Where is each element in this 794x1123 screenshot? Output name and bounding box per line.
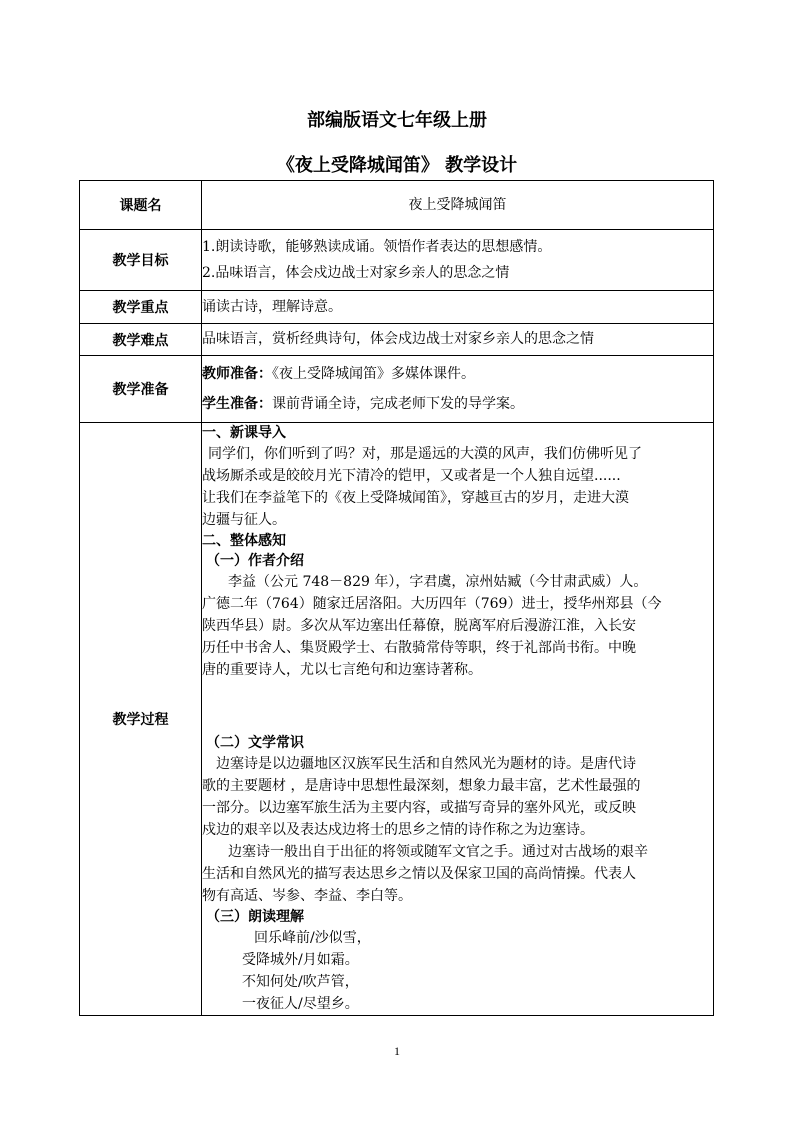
text-line: 生活和自然风光的描写表达思乡之情以及保家卫国的高尚情操。代表人 [202, 866, 636, 882]
teacher-prep [202, 359, 713, 389]
poem [202, 927, 713, 1015]
section-intro-text [202, 443, 713, 531]
text-line: 一部分。以边塞军旅生活为主要内容，或描写奇异的塞外风光，或反映 [202, 800, 636, 816]
document-title: 部编版语文七年级上册 [307, 110, 487, 131]
literary-knowledge-text [202, 753, 713, 907]
row-topic [80, 181, 714, 230]
text-line: 历任中书舍人、集贤殿学士、右散骑常侍等职，终于礼部尚书衔。中晚 [202, 640, 636, 656]
teacher-prep-label: 教师准备： [202, 366, 272, 382]
text-line: 边疆与征人。 [202, 512, 286, 528]
author-intro-text [202, 571, 713, 681]
document-subtitle: 《夜上受降城闻笛》 教学设计 [276, 155, 518, 176]
row-focus [80, 291, 714, 324]
reading-title: （三）朗读理解 [206, 909, 304, 925]
row-process [80, 423, 714, 1016]
label-goals: 教学目标 [80, 230, 202, 291]
text-line: 同学们，你们听到了吗？对，那是遥远的大漠的风声，我们仿佛听见了 [208, 446, 642, 462]
student-prep-label: 学生准备： [202, 396, 272, 412]
goals-content [202, 230, 714, 291]
label-process: 教学过程 [80, 423, 202, 1016]
focus-value: 诵读古诗，理解诗意。 [202, 291, 714, 324]
spacer [202, 681, 713, 733]
text-line: 戍边的艰辛以及表达戍边将士的思乡之情的诗作称之为边塞诗。 [202, 822, 594, 838]
goal-item: 2.品味语言，体会戍边战士对家乡亲人的思念之情 [202, 265, 510, 281]
page-number: 1 [394, 1044, 400, 1058]
author-intro-title: （一）作者介绍 [206, 553, 304, 569]
text-line: 边塞诗是以边疆地区汉族军民生活和自然风光为题材的诗。是唐代诗 [216, 756, 636, 772]
label-topic: 课题名 [80, 181, 202, 230]
section-intro-title: 一、新课导入 [202, 425, 286, 441]
text-line: 物有高适、岑参、李益、李白等。 [202, 888, 412, 904]
poem-line: 不知何处/吹芦管， [242, 974, 359, 990]
row-goals [80, 230, 714, 291]
text-line: 陕西华县）尉。多次从军边塞出任幕僚，脱离军府后漫游江淮，入长安 [202, 618, 636, 634]
row-prep [80, 356, 714, 423]
text-line: 唐的重要诗人，尤以七言绝句和边塞诗著称。 [202, 662, 482, 678]
topic-value: 夜上受降城闻笛 [202, 181, 714, 230]
teacher-prep-value: 《夜上受降城闻笛》多媒体课件。 [272, 366, 475, 382]
text-line: 让我们在李益笔下的《夜上受降城闻笛》，穿越亘古的岁月，走进大漠 [202, 490, 629, 506]
label-difficulty: 教学难点 [80, 324, 202, 356]
lesson-plan-table [79, 180, 714, 1016]
label-prep: 教学准备 [80, 356, 202, 423]
goal-item: 1.朗读诗歌，能够熟读成诵。领悟作者表达的思想感情。 [202, 239, 552, 255]
text-line: 广德二年（764）随家迁居洛阳。大历四年（769）进士，授华州郑县（今 [202, 596, 662, 612]
text-line: 歌的主要题材 ，是唐诗中思想性最深刻，想象力最丰富，艺术性最强的 [202, 778, 641, 794]
prep-content [202, 356, 714, 423]
literary-knowledge-title: （二）文学常识 [206, 735, 304, 751]
label-focus: 教学重点 [80, 291, 202, 324]
student-prep-value: 课前背诵全诗，完成老师下发的导学案。 [272, 396, 524, 412]
student-prep [202, 389, 713, 419]
poem-line: 受降城外/月如霜。 [242, 952, 359, 968]
poem-line: 回乐峰前/沙似雪， [254, 930, 371, 946]
row-difficulty [80, 324, 714, 356]
text-line: 边塞诗一般出自于出征的将领或随军文官之手。通过对古战场的艰辛 [228, 844, 648, 860]
process-content [202, 423, 714, 1016]
text-line: 李益（公元 748－829 年），字君虞，凉州姑臧（今甘肃武威）人。 [228, 574, 648, 590]
text-line: 战场厮杀或是皎皎月光下清冷的铠甲，又或者是一个人独自远望...... [202, 468, 621, 484]
section-overview-title: 二、整体感知 [202, 533, 286, 549]
difficulty-value: 品味语言，赏析经典诗句，体会戍边战士对家乡亲人的思念之情 [202, 324, 714, 356]
poem-line: 一夜征人/尽望乡。 [242, 996, 359, 1012]
